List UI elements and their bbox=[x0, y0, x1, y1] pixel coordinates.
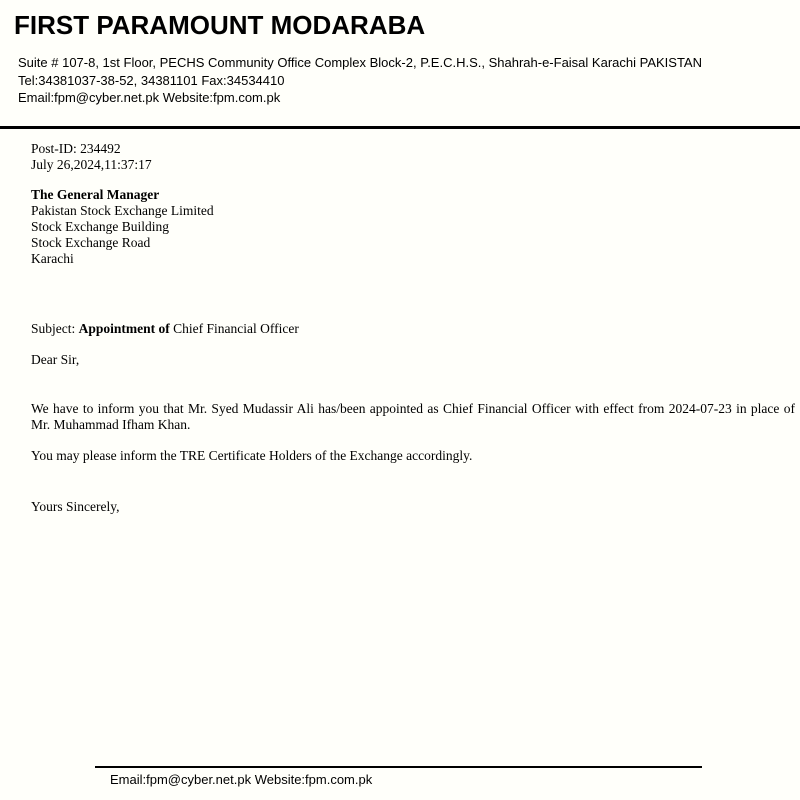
company-phone: Tel:34381037-38-52, 34381101 Fax:34534410 bbox=[18, 72, 285, 88]
letter-body bbox=[0, 129, 800, 515]
recipient-line: Stock Exchange Building bbox=[31, 218, 169, 234]
footer-contact: Email:fpm@cyber.net.pk Website:fpm.com.pk bbox=[110, 772, 373, 787]
company-name: FIRST PARAMOUNT MODARABA bbox=[14, 10, 426, 40]
recipient-block bbox=[31, 187, 795, 267]
letter-datetime: July 26,2024,11:37:17 bbox=[31, 156, 152, 172]
footer-divider bbox=[95, 766, 702, 768]
company-address: Suite # 107-8, 1st Floor, PECHS Community Office Complex Block-2, P.E.C.H.S., Shahrah-e-Faisal Karachi PAKISTAN bbox=[18, 55, 702, 70]
body-paragraph-2: You may please inform the TRE Certificate Holders of the Exchange accordingly. bbox=[31, 447, 473, 463]
subject-line bbox=[31, 321, 795, 337]
recipient-line: Stock Exchange Road bbox=[31, 234, 151, 250]
subject-rest: Chief Financial Officer bbox=[169, 320, 299, 336]
subject-bold-text: Appointment of bbox=[78, 320, 170, 336]
recipient-title: The General Manager bbox=[31, 186, 160, 202]
letterhead bbox=[0, 0, 800, 107]
letter-footer bbox=[0, 766, 800, 787]
recipient-line: Pakistan Stock Exchange Limited bbox=[31, 202, 214, 218]
closing: Yours Sincerely, bbox=[31, 498, 120, 514]
recipient-line: Karachi bbox=[31, 250, 74, 266]
salutation: Dear Sir, bbox=[31, 351, 80, 367]
company-contact: Email:fpm@cyber.net.pk Website:fpm.com.pk bbox=[18, 90, 281, 105]
post-id: Post-ID: 234492 bbox=[31, 140, 121, 156]
subject-prefix: Subject: bbox=[31, 320, 79, 336]
body-paragraph-1: We have to inform you that Mr. Syed Mudassir Ali has/been appointed as Chief Financial Officer with effect from 2024-07-23 in place of Mr. Muhammad Ifham Khan. bbox=[31, 400, 795, 432]
